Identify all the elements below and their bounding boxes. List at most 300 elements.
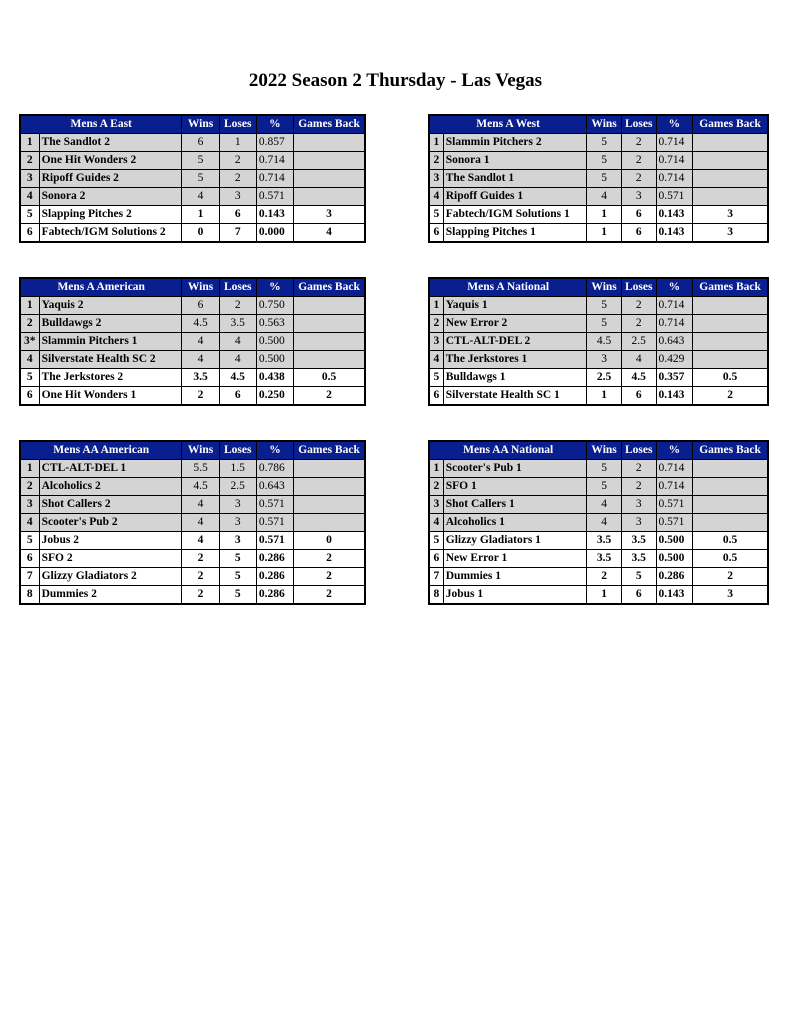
wins-cell: 4.5 [587,333,622,351]
pct-cell: 0.714 [656,152,693,170]
loses-cell: 3.5 [621,532,656,550]
loses-cell: 6 [621,206,656,224]
games-back-cell [693,514,768,532]
rank-cell: 2 [20,152,39,170]
rank-cell: 5 [20,206,39,224]
pct-cell: 0.286 [656,568,693,586]
loses-cell: 2 [621,170,656,188]
games-back-header: Games Back [294,278,365,297]
rank-cell: 6 [429,387,443,406]
games-back-header: Games Back [693,441,768,460]
wins-header: Wins [182,115,219,134]
division-title: Mens A West [429,115,587,134]
games-back-cell [294,333,365,351]
pct-cell: 0.643 [656,333,693,351]
team-name-cell: New Error 2 [443,315,587,333]
pct-cell: 0.714 [656,134,693,152]
games-back-cell [294,315,365,333]
team-name-cell: Scooter's Pub 1 [443,460,587,478]
table-row [429,351,768,369]
games-back-cell [693,478,768,496]
rank-cell: 2 [429,152,443,170]
games-back-cell: 4 [294,224,365,243]
wins-cell: 2 [182,387,219,406]
wins-cell: 2 [182,568,219,586]
rank-cell: 8 [20,586,39,605]
team-name-cell: SFO 2 [39,550,182,568]
table-row [429,460,768,478]
table-row [20,568,365,586]
rank-cell: 2 [20,478,39,496]
team-name-cell: The Jerkstores 2 [39,369,182,387]
loses-header: Loses [219,441,256,460]
team-name-cell: Fabtech/IGM Solutions 1 [443,206,587,224]
header-row [429,115,768,134]
header-row [20,115,365,134]
table-row [20,170,365,188]
rank-cell: 3 [20,496,39,514]
header-row [429,278,768,297]
loses-cell: 6 [621,387,656,406]
team-name-cell: Jobus 2 [39,532,182,550]
team-name-cell: Shot Callers 2 [39,496,182,514]
loses-cell: 1.5 [219,460,256,478]
loses-cell: 3 [219,496,256,514]
wins-cell: 4 [587,188,622,206]
rank-cell: 6 [20,387,39,406]
rank-cell: 1 [429,297,443,315]
games-back-cell [693,170,768,188]
games-back-cell: 2 [294,568,365,586]
rank-cell: 3 [429,170,443,188]
games-back-cell [693,351,768,369]
wins-cell: 3.5 [587,532,622,550]
loses-cell: 4.5 [219,369,256,387]
standings-table-mens-a-east [19,114,366,243]
table-row [429,134,768,152]
loses-cell: 6 [219,387,256,406]
pct-cell: 0.571 [656,514,693,532]
wins-cell: 5 [182,170,219,188]
team-name-cell: Silverstate Health SC 2 [39,351,182,369]
division-title: Mens A American [20,278,182,297]
loses-cell: 2 [219,297,256,315]
pct-cell: 0.438 [256,369,293,387]
table-row [429,206,768,224]
table-row [20,550,365,568]
rank-cell: 1 [20,460,39,478]
wins-header: Wins [182,278,219,297]
loses-cell: 3 [219,514,256,532]
table-row [429,532,768,550]
wins-cell: 2.5 [587,369,622,387]
pct-cell: 0.286 [256,550,293,568]
table-row [429,550,768,568]
pct-header: % [256,441,293,460]
table-row [429,188,768,206]
pct-cell: 0.500 [256,351,293,369]
page-title: 2022 Season 2 Thursday - Las Vegas [248,70,543,91]
pct-cell: 0.500 [656,550,693,568]
rank-cell: 5 [429,206,443,224]
games-back-cell [693,333,768,351]
wins-cell: 1 [182,206,219,224]
games-back-cell [294,297,365,315]
standings-table-mens-a-american [19,277,366,406]
pct-cell: 0.143 [656,387,693,406]
wins-cell: 3 [587,351,622,369]
pct-header: % [656,115,693,134]
division-title: Mens AA National [429,441,587,460]
wins-cell: 2 [182,586,219,605]
rank-cell: 5 [429,369,443,387]
loses-cell: 4 [621,351,656,369]
loses-cell: 1 [219,134,256,152]
games-back-cell: 0.5 [693,369,768,387]
games-back-cell [294,134,365,152]
games-back-cell [693,134,768,152]
wins-header: Wins [587,115,622,134]
team-name-cell: Scooter's Pub 2 [39,514,182,532]
wins-cell: 4 [587,514,622,532]
table-row [20,532,365,550]
table-row [20,496,365,514]
table-row [20,152,365,170]
table-row [429,496,768,514]
wins-cell: 3.5 [182,369,219,387]
team-name-cell: SFO 1 [443,478,587,496]
team-name-cell: Alcoholics 1 [443,514,587,532]
rank-cell: 3 [20,170,39,188]
standings-table-mens-aa-national [428,440,769,605]
wins-cell: 4.5 [182,315,219,333]
standings-table-mens-aa-american [19,440,366,605]
loses-cell: 6 [621,224,656,243]
team-name-cell: Slapping Pitches 2 [39,206,182,224]
pct-cell: 0.714 [656,170,693,188]
team-name-cell: Ripoff Guides 1 [443,188,587,206]
team-name-cell: Bulldawgs 2 [39,315,182,333]
team-name-cell: Sonora 2 [39,188,182,206]
games-back-cell [294,188,365,206]
loses-header: Loses [219,115,256,134]
games-back-cell [693,496,768,514]
rank-cell: 7 [20,568,39,586]
rank-cell: 3 [429,333,443,351]
games-back-cell [294,514,365,532]
loses-cell: 4.5 [621,369,656,387]
table-row [20,134,365,152]
wins-cell: 4 [182,333,219,351]
games-back-header: Games Back [294,441,365,460]
games-back-cell: 3 [294,206,365,224]
division-title: Mens AA American [20,441,182,460]
loses-cell: 2 [621,297,656,315]
loses-cell: 2.5 [219,478,256,496]
wins-cell: 5 [587,170,622,188]
wins-cell: 5 [587,152,622,170]
rank-cell: 4 [429,351,443,369]
table-row [20,224,365,243]
games-back-cell: 0 [294,532,365,550]
pct-header: % [256,115,293,134]
loses-cell: 3 [219,188,256,206]
games-back-cell [693,188,768,206]
table-row [20,387,365,406]
team-name-cell: Silverstate Health SC 1 [443,387,587,406]
table-row [429,170,768,188]
games-back-cell [294,478,365,496]
games-back-cell: 3 [693,206,768,224]
rank-cell: 5 [20,532,39,550]
games-back-cell: 2 [294,550,365,568]
rank-cell: 6 [429,550,443,568]
pct-cell: 0.250 [256,387,293,406]
rank-cell: 4 [20,514,39,532]
games-back-cell [294,460,365,478]
games-back-cell [294,496,365,514]
team-name-cell: The Sandlot 2 [39,134,182,152]
pct-cell: 0.000 [256,224,293,243]
loses-cell: 5 [219,550,256,568]
table-row [20,586,365,605]
games-back-cell: 2 [693,568,768,586]
wins-cell: 4 [182,496,219,514]
table-row [20,315,365,333]
pct-cell: 0.143 [256,206,293,224]
loses-header: Loses [219,278,256,297]
wins-cell: 5 [587,297,622,315]
games-back-cell: 2 [294,387,365,406]
table-row [429,152,768,170]
games-back-header: Games Back [693,115,768,134]
team-name-cell: Slammin Pitchers 1 [39,333,182,351]
table-row [429,514,768,532]
wins-cell: 4 [182,514,219,532]
team-name-cell: Dummies 2 [39,586,182,605]
header-row [20,441,365,460]
standings-table-mens-a-national [428,277,769,406]
pct-cell: 0.143 [656,206,693,224]
team-name-cell: Ripoff Guides 2 [39,170,182,188]
wins-cell: 5 [587,478,622,496]
table-row [20,460,365,478]
pct-cell: 0.571 [656,188,693,206]
games-back-cell [294,170,365,188]
wins-cell: 1 [587,224,622,243]
pct-cell: 0.750 [256,297,293,315]
wins-cell: 6 [182,134,219,152]
wins-cell: 0 [182,224,219,243]
pct-cell: 0.286 [256,568,293,586]
table-row [20,188,365,206]
games-back-cell [294,351,365,369]
loses-header: Loses [621,278,656,297]
loses-cell: 3.5 [219,315,256,333]
pct-cell: 0.563 [256,315,293,333]
pct-cell: 0.714 [256,152,293,170]
games-back-cell [693,315,768,333]
header-row [429,441,768,460]
table-row [429,315,768,333]
pct-cell: 0.714 [256,170,293,188]
loses-cell: 2 [219,170,256,188]
wins-cell: 2 [587,568,622,586]
division-title: Mens A National [429,278,587,297]
pct-cell: 0.571 [256,532,293,550]
team-name-cell: Glizzy Gladiators 1 [443,532,587,550]
table-row [429,568,768,586]
pct-cell: 0.429 [656,351,693,369]
team-name-cell: The Jerkstores 1 [443,351,587,369]
games-back-cell [693,297,768,315]
wins-cell: 4 [182,532,219,550]
wins-header: Wins [182,441,219,460]
rank-cell: 5 [20,369,39,387]
loses-cell: 2 [621,315,656,333]
rank-cell: 4 [429,188,443,206]
wins-cell: 5 [182,152,219,170]
loses-cell: 4 [219,351,256,369]
team-name-cell: Alcoholics 2 [39,478,182,496]
table-row [429,586,768,605]
games-back-cell: 0.5 [294,369,365,387]
wins-cell: 5 [587,460,622,478]
loses-cell: 2.5 [621,333,656,351]
loses-cell: 2 [621,152,656,170]
games-back-cell: 3 [693,586,768,605]
rank-cell: 2 [429,478,443,496]
rank-cell: 1 [429,460,443,478]
loses-cell: 2 [621,134,656,152]
pct-cell: 0.500 [256,333,293,351]
table-row [20,351,365,369]
wins-cell: 4.5 [182,478,219,496]
loses-cell: 2 [621,478,656,496]
pct-cell: 0.714 [656,478,693,496]
loses-cell: 4 [219,333,256,351]
rank-cell: 7 [429,568,443,586]
rank-cell: 4 [20,188,39,206]
team-name-cell: CTL-ALT-DEL 2 [443,333,587,351]
team-name-cell: Dummies 1 [443,568,587,586]
rank-cell: 6 [429,224,443,243]
rank-cell: 2 [429,315,443,333]
games-back-cell: 0.5 [693,550,768,568]
header-row [20,278,365,297]
loses-cell: 5 [219,568,256,586]
loses-cell: 2 [621,460,656,478]
rank-cell: 1 [20,297,39,315]
loses-cell: 6 [621,586,656,605]
games-back-cell: 2 [693,387,768,406]
team-name-cell: One Hit Wonders 2 [39,152,182,170]
team-name-cell: CTL-ALT-DEL 1 [39,460,182,478]
team-name-cell: One Hit Wonders 1 [39,387,182,406]
pct-cell: 0.143 [656,586,693,605]
pct-header: % [656,278,693,297]
table-row [20,514,365,532]
wins-cell: 4 [182,351,219,369]
wins-cell: 6 [182,297,219,315]
pct-cell: 0.143 [656,224,693,243]
pct-cell: 0.714 [656,297,693,315]
pct-cell: 0.286 [256,586,293,605]
wins-cell: 1 [587,586,622,605]
team-name-cell: Slapping Pitches 1 [443,224,587,243]
pct-header: % [256,278,293,297]
team-name-cell: Sonora 1 [443,152,587,170]
table-row [20,297,365,315]
pct-cell: 0.643 [256,478,293,496]
wins-cell: 5 [587,134,622,152]
standings-table-mens-a-west [428,114,769,243]
team-name-cell: The Sandlot 1 [443,170,587,188]
pct-cell: 0.571 [656,496,693,514]
wins-header: Wins [587,441,622,460]
wins-cell: 5 [587,315,622,333]
table-row [429,478,768,496]
team-name-cell: Slammin Pitchers 2 [443,134,587,152]
loses-cell: 3 [219,532,256,550]
loses-cell: 5 [219,586,256,605]
table-row [20,478,365,496]
table-row [429,387,768,406]
rank-cell: 2 [20,315,39,333]
pct-cell: 0.500 [656,532,693,550]
wins-cell: 4 [587,496,622,514]
wins-cell: 2 [182,550,219,568]
rank-cell: 4 [20,351,39,369]
pct-cell: 0.857 [256,134,293,152]
table-row [20,369,365,387]
table-row [20,333,365,351]
loses-cell: 5 [621,568,656,586]
games-back-cell [294,152,365,170]
team-name-cell: Yaquis 2 [39,297,182,315]
table-row [429,369,768,387]
division-title: Mens A East [20,115,182,134]
games-back-cell [693,460,768,478]
pct-cell: 0.571 [256,514,293,532]
wins-cell: 1 [587,387,622,406]
pct-cell: 0.714 [656,460,693,478]
pct-cell: 0.786 [256,460,293,478]
pct-header: % [656,441,693,460]
games-back-header: Games Back [693,278,768,297]
wins-cell: 3.5 [587,550,622,568]
table-row [429,297,768,315]
loses-cell: 6 [219,206,256,224]
pct-cell: 0.571 [256,496,293,514]
wins-cell: 4 [182,188,219,206]
rank-cell: 3* [20,333,39,351]
wins-cell: 5.5 [182,460,219,478]
games-back-cell: 2 [294,586,365,605]
games-back-header: Games Back [294,115,365,134]
rank-cell: 6 [20,550,39,568]
wins-cell: 1 [587,206,622,224]
rank-cell: 1 [20,134,39,152]
team-name-cell: Yaquis 1 [443,297,587,315]
loses-cell: 7 [219,224,256,243]
team-name-cell: Glizzy Gladiators 2 [39,568,182,586]
team-name-cell: Shot Callers 1 [443,496,587,514]
loses-header: Loses [621,115,656,134]
rank-cell: 4 [429,514,443,532]
rank-cell: 8 [429,586,443,605]
table-row [429,224,768,243]
